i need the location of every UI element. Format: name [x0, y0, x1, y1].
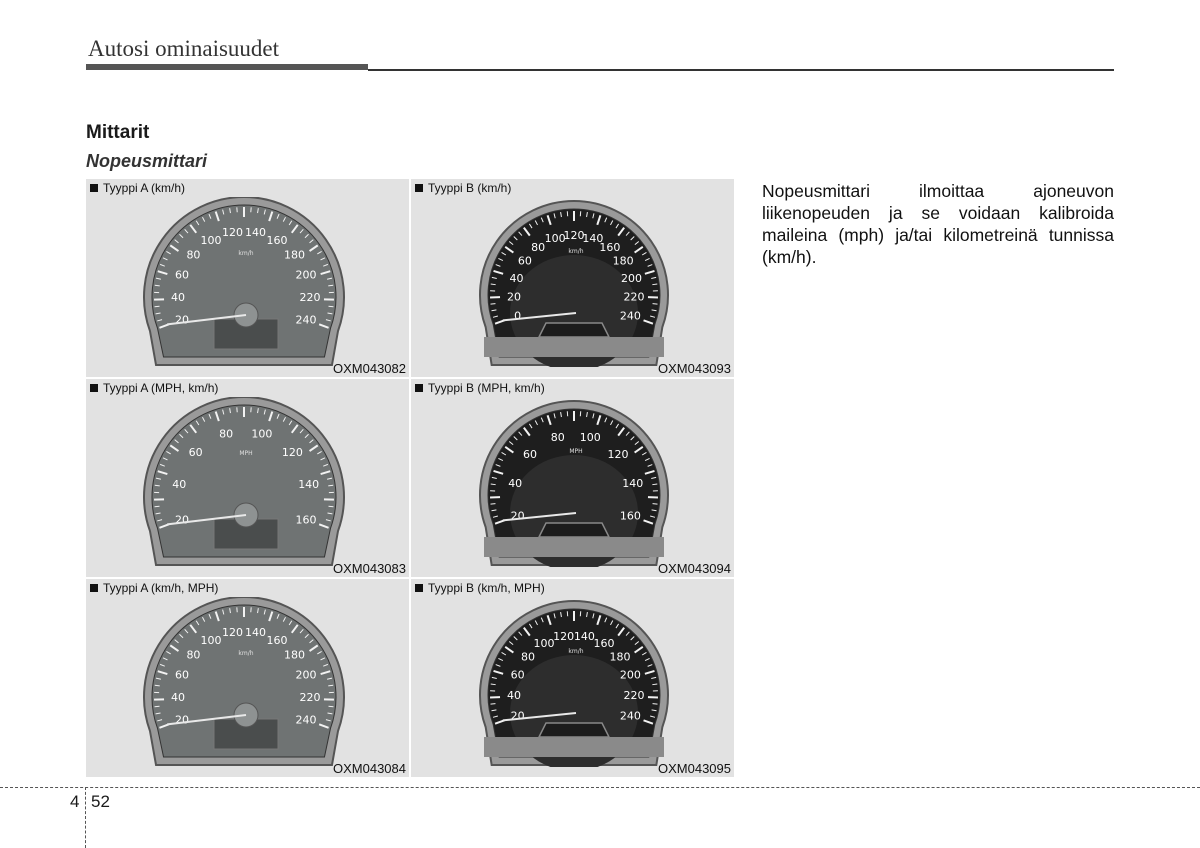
gauge-tick — [328, 506, 333, 507]
gauge-bottom-band — [484, 537, 664, 557]
gauge-tick-label: 240 — [619, 309, 641, 323]
gauge-tick-label: 20 — [174, 313, 189, 327]
gauge-tick-label: 200 — [295, 268, 317, 282]
gauge-tick-label: 240 — [295, 713, 317, 727]
body-paragraph: Nopeusmittari ilmoittaa ajoneuvon liikenopeuden ja se voidaan kalibroida maileina (mph) ja/tai kilometreinä tunnissa (km/h). — [762, 181, 1114, 267]
gauge-tick — [653, 304, 658, 305]
gauge-tick-label: 140 — [244, 226, 266, 240]
panel-label: Tyyppi A (km/h) — [90, 181, 185, 195]
gauge-tick-label: 160 — [599, 240, 621, 254]
gauge-tick-label: 180 — [609, 650, 631, 664]
gauge-tick-label: 20 — [510, 709, 525, 723]
gauge-tick-label: 120 — [563, 229, 585, 242]
gauge-tick — [328, 285, 333, 286]
gauge-tick-label: 160 — [266, 233, 288, 247]
gauge-unit-label: MPH — [569, 448, 583, 455]
gauge-tick-label: 100 — [579, 431, 601, 445]
gauge-tick-label: 40 — [171, 291, 185, 304]
gauge-tick — [155, 485, 160, 486]
gauge-tick-label: 140 — [573, 629, 595, 643]
gauge-lcd-display — [539, 323, 609, 337]
gauge-unit-label: km/h — [568, 648, 584, 655]
panel-type-a-kmh — [86, 179, 409, 377]
gauge-tick-label: 180 — [612, 254, 634, 268]
panel-label: Tyyppi B (km/h) — [415, 181, 511, 195]
gauge-tick-label: 40 — [508, 477, 523, 491]
gauge-tick-label: 100 — [544, 232, 566, 246]
gauge-tick — [155, 685, 160, 686]
gauge-tick — [490, 504, 495, 505]
gauge-tick-label: 60 — [510, 668, 525, 682]
image-code: OXM043083 — [333, 561, 406, 576]
gauge-tick-label: 220 — [299, 691, 321, 704]
gauge-bottom-band — [484, 737, 664, 757]
gauge-tick-label: 20 — [510, 509, 525, 523]
gauge-tick-label: 40 — [507, 689, 521, 702]
image-code: OXM043094 — [658, 561, 731, 576]
gauge-tick-label: 20 — [174, 513, 189, 527]
footer-vertical-divider — [85, 787, 86, 848]
gauge-tick-label: 80 — [521, 650, 536, 664]
gauge-tick — [155, 706, 160, 707]
gauge-tick-label: 180 — [284, 248, 306, 262]
gauge-unit-label: km/h — [238, 250, 254, 257]
square-bullet-icon — [415, 384, 423, 392]
square-bullet-icon — [415, 184, 423, 192]
panel-type-b-kmh — [411, 179, 734, 377]
gauge-unit-label: MPH — [239, 450, 253, 457]
image-code: OXM043093 — [658, 361, 731, 376]
gauge-tick-label: 140 — [298, 477, 320, 491]
header-rule-thick — [86, 64, 368, 70]
square-bullet-icon — [415, 584, 423, 592]
gauge-tick-label: 100 — [533, 637, 555, 651]
gauge-tick-label: 140 — [622, 477, 644, 491]
gauge-tick — [652, 684, 657, 685]
gauge-tick-label: 100 — [200, 233, 222, 247]
gauge-tick — [155, 306, 160, 307]
gauge-tick-label: 20 — [174, 713, 189, 727]
gauge-tick-label: 40 — [509, 271, 524, 285]
gauge-tick — [490, 704, 495, 705]
gauge-tick-label: 220 — [623, 290, 645, 304]
gauge-tick-label: 40 — [172, 477, 187, 491]
gauge-tick-label: 200 — [295, 668, 317, 682]
subsection-title: Nopeusmittari — [86, 151, 208, 171]
gauge-tick — [328, 485, 333, 486]
panel-type-b-mph-kmh — [411, 379, 734, 577]
gauge-tick-label: 160 — [266, 633, 288, 647]
speedometer-image — [86, 397, 409, 567]
gauge-lcd-display — [539, 723, 609, 737]
gauge-unit-label: km/h — [568, 248, 584, 255]
gauge-tick-label: 160 — [619, 509, 641, 523]
gauge-bottom-band — [484, 337, 664, 357]
square-bullet-icon — [90, 184, 98, 192]
gauge-tick — [155, 285, 160, 286]
gauge-tick — [155, 506, 160, 507]
page-number: 52 — [91, 792, 110, 811]
gauge-lcd-display — [539, 523, 609, 537]
gauge-tick — [328, 685, 333, 686]
gauge-tick-label: 80 — [219, 427, 234, 441]
footer-divider — [0, 787, 1200, 788]
gauge-tick-label: 240 — [295, 313, 317, 327]
panel-type-a-kmh-mph — [86, 579, 409, 777]
speedometer-image — [411, 197, 734, 367]
gauge-tick-label: 60 — [188, 446, 203, 460]
gauge-tick-label: 60 — [517, 254, 532, 268]
gauge-tick-label: 80 — [531, 240, 546, 254]
gauge-tick-label: 120 — [281, 446, 303, 460]
gauge-tick-label: 220 — [623, 689, 645, 702]
gauge-tick-label: 200 — [620, 271, 642, 285]
panel-label: Tyyppi A (MPH, km/h) — [90, 381, 218, 395]
gauge-tick — [491, 484, 496, 485]
gauge-tick-label: 140 — [582, 232, 604, 246]
gauge-tick — [652, 484, 657, 485]
image-code: OXM043095 — [658, 761, 731, 776]
gauge-tick-label: 160 — [593, 637, 615, 651]
gauge-tick — [653, 504, 658, 505]
gauge-tick — [328, 706, 333, 707]
image-code: OXM043082 — [333, 361, 406, 376]
gauge-tick — [490, 304, 495, 305]
panel-label: Tyyppi A (km/h, MPH) — [90, 581, 218, 595]
gauge-tick-label: 180 — [284, 648, 306, 662]
image-code: OXM043084 — [333, 761, 406, 776]
gauge-tick-label: 40 — [171, 691, 185, 704]
gauge-tick-label: 160 — [295, 513, 317, 527]
gauge-tick — [491, 684, 496, 685]
gauge-tick — [652, 284, 657, 285]
panel-type-b-kmh-mph — [411, 579, 734, 777]
gauge-tick-label: 60 — [174, 268, 189, 282]
gauge-tick-label: 80 — [186, 248, 201, 262]
gauge-tick-label: 200 — [619, 668, 641, 682]
gauge-tick-label: 140 — [244, 626, 266, 640]
square-bullet-icon — [90, 384, 98, 392]
gauge-tick-label: 120 — [607, 448, 629, 462]
gauge-tick-label: 60 — [174, 668, 189, 682]
gauge-tick — [491, 284, 496, 285]
chapter-number: 4 — [70, 792, 80, 811]
header-rule-thin — [368, 69, 1114, 71]
gauge-tick-label: 0 — [514, 309, 522, 323]
gauge-tick — [653, 704, 658, 705]
square-bullet-icon — [90, 584, 98, 592]
gauge-unit-label: km/h — [238, 650, 254, 657]
gauge-tick-label: 120 — [553, 629, 575, 643]
gauge-tick-label: 120 — [222, 226, 244, 240]
gauge-tick-label: 80 — [186, 648, 201, 662]
gauge-tick-label: 100 — [200, 633, 222, 647]
gauge-tick-label: 100 — [251, 427, 273, 441]
speedometer-image — [86, 597, 409, 767]
gauge-tick — [328, 306, 333, 307]
panel-type-a-mph-kmh — [86, 379, 409, 577]
speedometer-image — [86, 197, 409, 367]
section-title: Mittarit — [86, 122, 150, 143]
gauge-tick-label: 20 — [507, 290, 522, 304]
speedometer-grid — [86, 179, 736, 776]
header-title: Autosi ominaisuudet — [88, 36, 280, 61]
panel-label: Tyyppi B (km/h, MPH) — [415, 581, 545, 595]
panel-label: Tyyppi B (MPH, km/h) — [415, 381, 545, 395]
gauge-tick-label: 80 — [550, 431, 565, 445]
gauge-tick-label: 240 — [619, 709, 641, 723]
gauge-tick-label: 60 — [523, 448, 538, 462]
gauge-tick-label: 120 — [222, 626, 244, 640]
speedometer-image — [411, 597, 734, 767]
speedometer-image — [411, 397, 734, 567]
gauge-tick-label: 220 — [299, 291, 321, 304]
